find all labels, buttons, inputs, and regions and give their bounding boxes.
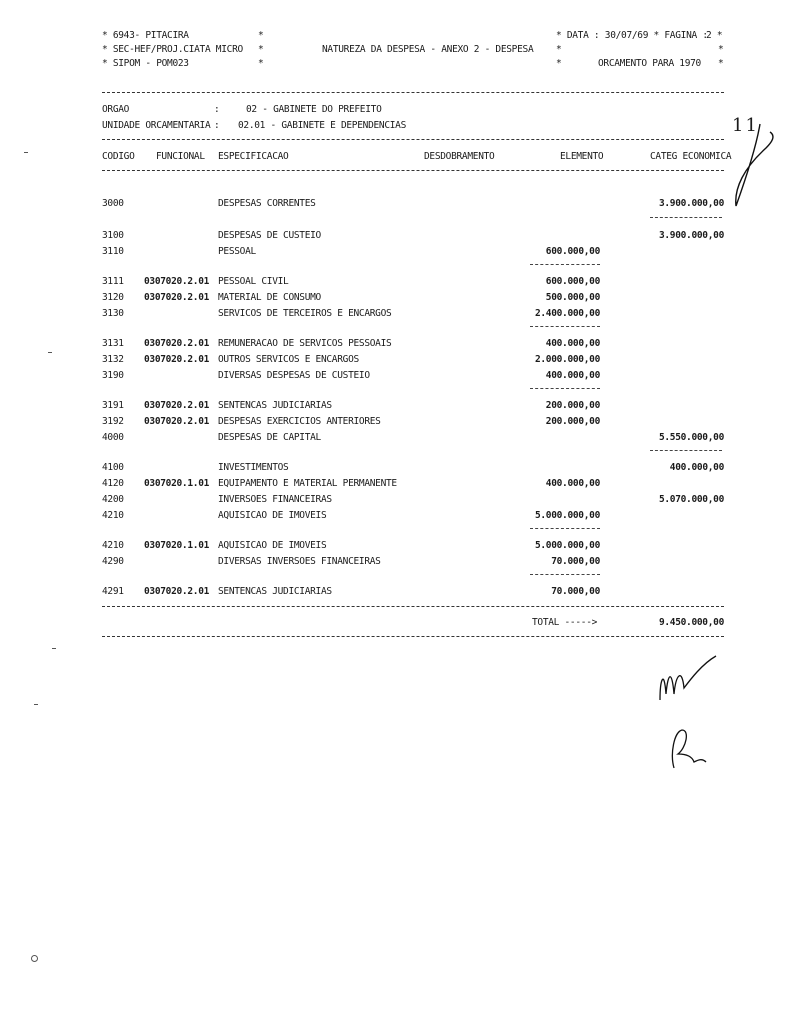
- row-specification: SENTENCAS JUDICIARIAS: [218, 586, 332, 597]
- column-header-codigo: CODIGO: [102, 151, 135, 162]
- unidade-value: 02.01 - GABINETE E DEPENDENCIAS: [238, 120, 407, 131]
- row-functional: 0307020.2.01: [144, 416, 210, 427]
- row-elemento-value: 400.000,00: [545, 370, 600, 381]
- row-specification: DESPESAS DE CAPITAL: [218, 432, 321, 443]
- row-code: 3100: [102, 230, 124, 241]
- row-elemento-value: 600.000,00: [545, 276, 600, 287]
- row-categ-value: 3.900.000,00: [658, 230, 724, 241]
- orgao-label: ORGAO: [102, 104, 130, 115]
- row-functional: 0307020.2.01: [144, 354, 210, 365]
- column-header-desdobramento: DESDOBRAMENTO: [424, 151, 495, 162]
- total-value: 9.450.000,00: [658, 617, 724, 628]
- subtotal-separator: [650, 217, 722, 218]
- total-label: TOTAL ----->: [532, 617, 598, 628]
- column-header-funcional: FUNCIONAL: [156, 151, 205, 162]
- header-department: * SEC-HEF/PROJ.CIATA MICRO: [102, 44, 243, 55]
- row-specification: DESPESAS CORRENTES: [218, 198, 316, 209]
- subtotal-separator: [530, 574, 600, 575]
- unidade-separator: :: [214, 120, 220, 131]
- row-code: 4100: [102, 462, 124, 473]
- header-star: *: [258, 58, 264, 69]
- row-code: 3132: [102, 354, 124, 365]
- row-categ-value: 400.000,00: [669, 462, 724, 473]
- row-code: 4200: [102, 494, 124, 505]
- row-elemento-value: 200.000,00: [545, 400, 600, 411]
- budget-year: ORCAMENTO PARA 1970: [598, 58, 701, 69]
- report-title: NATUREZA DA DESPESA - ANEXO 2 - DESPESA: [322, 44, 534, 55]
- row-functional: 0307020.2.01: [144, 338, 210, 349]
- orgao-separator: :: [214, 104, 220, 115]
- row-elemento-value: 500.000,00: [545, 292, 600, 303]
- folio-initial-stroke: [726, 115, 786, 218]
- subtotal-separator: [650, 450, 722, 451]
- header-company: * 6943- PITACIRA: [102, 30, 189, 41]
- header-star: *: [258, 30, 264, 41]
- row-code: 3120: [102, 292, 124, 303]
- row-code: 3110: [102, 246, 124, 257]
- row-functional: 0307020.2.01: [144, 292, 210, 303]
- table-bottom-divider: [102, 606, 724, 607]
- columns-divider: [102, 170, 724, 171]
- folio-number: 11: [732, 115, 759, 136]
- row-code: 3190: [102, 370, 124, 381]
- row-elemento-value: 2.400.000,00: [534, 308, 600, 319]
- row-specification: INVERSOES FINANCEIRAS: [218, 494, 332, 505]
- row-functional: 0307020.1.01: [144, 478, 210, 489]
- column-header-categ-economica: CATEG ECONOMICA: [650, 151, 732, 162]
- row-specification: SERVICOS DE TERCEIROS E ENCARGOS: [218, 308, 392, 319]
- row-specification: AQUISICAO DE IMOVEIS: [218, 540, 327, 551]
- row-code: 4291: [102, 586, 124, 597]
- header-star: *: [718, 44, 724, 55]
- row-specification: REMUNERACAO DE SERVICOS PESSOAIS: [218, 338, 392, 349]
- column-header-especificacao: ESPECIFICACAO: [218, 151, 289, 162]
- row-categ-value: 5.070.000,00: [658, 494, 724, 505]
- row-specification: SENTENCAS JUDICIARIAS: [218, 400, 332, 411]
- header-date: * DATA : 30/07/69 * FAGINA :: [556, 30, 708, 41]
- row-code: 3191: [102, 400, 124, 411]
- header-system: * SIPOM - POM023: [102, 58, 189, 69]
- signature-initials: [656, 650, 726, 710]
- row-code: 4210: [102, 510, 124, 521]
- row-functional: 0307020.2.01: [144, 586, 210, 597]
- row-specification: PESSOAL CIVIL: [218, 276, 289, 287]
- row-specification: DIVERSAS DESPESAS DE CUSTEIO: [218, 370, 370, 381]
- header-star: *: [718, 58, 724, 69]
- row-code: 4210: [102, 540, 124, 551]
- row-specification: MATERIAL DE CONSUMO: [218, 292, 321, 303]
- row-specification: INVESTIMENTOS: [218, 462, 289, 473]
- scan-artifact: [34, 704, 38, 705]
- scan-artifact: [24, 152, 28, 153]
- header-divider: [102, 92, 724, 93]
- row-code: 3000: [102, 198, 124, 209]
- row-functional: 0307020.2.01: [144, 276, 210, 287]
- subtotal-separator: [530, 528, 600, 529]
- row-elemento-value: 400.000,00: [545, 478, 600, 489]
- row-code: 4290: [102, 556, 124, 567]
- subtotal-separator: [530, 326, 600, 327]
- row-code: 4000: [102, 432, 124, 443]
- row-code: 3130: [102, 308, 124, 319]
- header-star: *: [258, 44, 264, 55]
- row-code: 3192: [102, 416, 124, 427]
- row-elemento-value: 400.000,00: [545, 338, 600, 349]
- row-specification: PESSOAL: [218, 246, 256, 257]
- row-functional: 0307020.2.01: [144, 400, 210, 411]
- subtotal-separator: [530, 264, 600, 265]
- unidade-label: UNIDADE ORCAMENTARIA: [102, 120, 211, 131]
- scan-hole-mark: [31, 955, 38, 962]
- row-code: 3131: [102, 338, 124, 349]
- row-specification: DIVERSAS INVERSOES FINANCEIRAS: [218, 556, 381, 567]
- scan-artifact: [52, 648, 56, 649]
- row-categ-value: 5.550.000,00: [658, 432, 724, 443]
- row-specification: DESPESAS DE CUSTEIO: [218, 230, 321, 241]
- row-code: 3111: [102, 276, 124, 287]
- signature-mark: [664, 724, 724, 774]
- row-specification: AQUISICAO DE IMOVEIS: [218, 510, 327, 521]
- row-elemento-value: 2.000.000,00: [534, 354, 600, 365]
- row-elemento-value: 600.000,00: [545, 246, 600, 257]
- orgao-value: 02 - GABINETE DO PREFEITO: [246, 104, 382, 115]
- row-categ-value: 3.900.000,00: [658, 198, 724, 209]
- scan-artifact: [48, 352, 52, 353]
- row-specification: EQUIPAMENTO E MATERIAL PERMANENTE: [218, 478, 397, 489]
- row-functional: 0307020.1.01: [144, 540, 210, 551]
- row-elemento-value: 5.000.000,00: [534, 510, 600, 521]
- header-star: *: [556, 44, 562, 55]
- row-elemento-value: 5.000.000,00: [534, 540, 600, 551]
- column-header-elemento: ELEMENTO: [560, 151, 604, 162]
- row-elemento-value: 70.000,00: [551, 586, 600, 597]
- org-divider: [102, 139, 724, 140]
- row-specification: OUTROS SERVICOS E ENCARGOS: [218, 354, 359, 365]
- header-star: *: [556, 58, 562, 69]
- row-elemento-value: 70.000,00: [551, 556, 600, 567]
- row-code: 4120: [102, 478, 124, 489]
- row-specification: DESPESAS EXERCICIOS ANTERIORES: [218, 416, 381, 427]
- total-divider: [102, 636, 724, 637]
- subtotal-separator: [530, 388, 600, 389]
- header-page-number: 2 *: [706, 30, 723, 41]
- row-elemento-value: 200.000,00: [545, 416, 600, 427]
